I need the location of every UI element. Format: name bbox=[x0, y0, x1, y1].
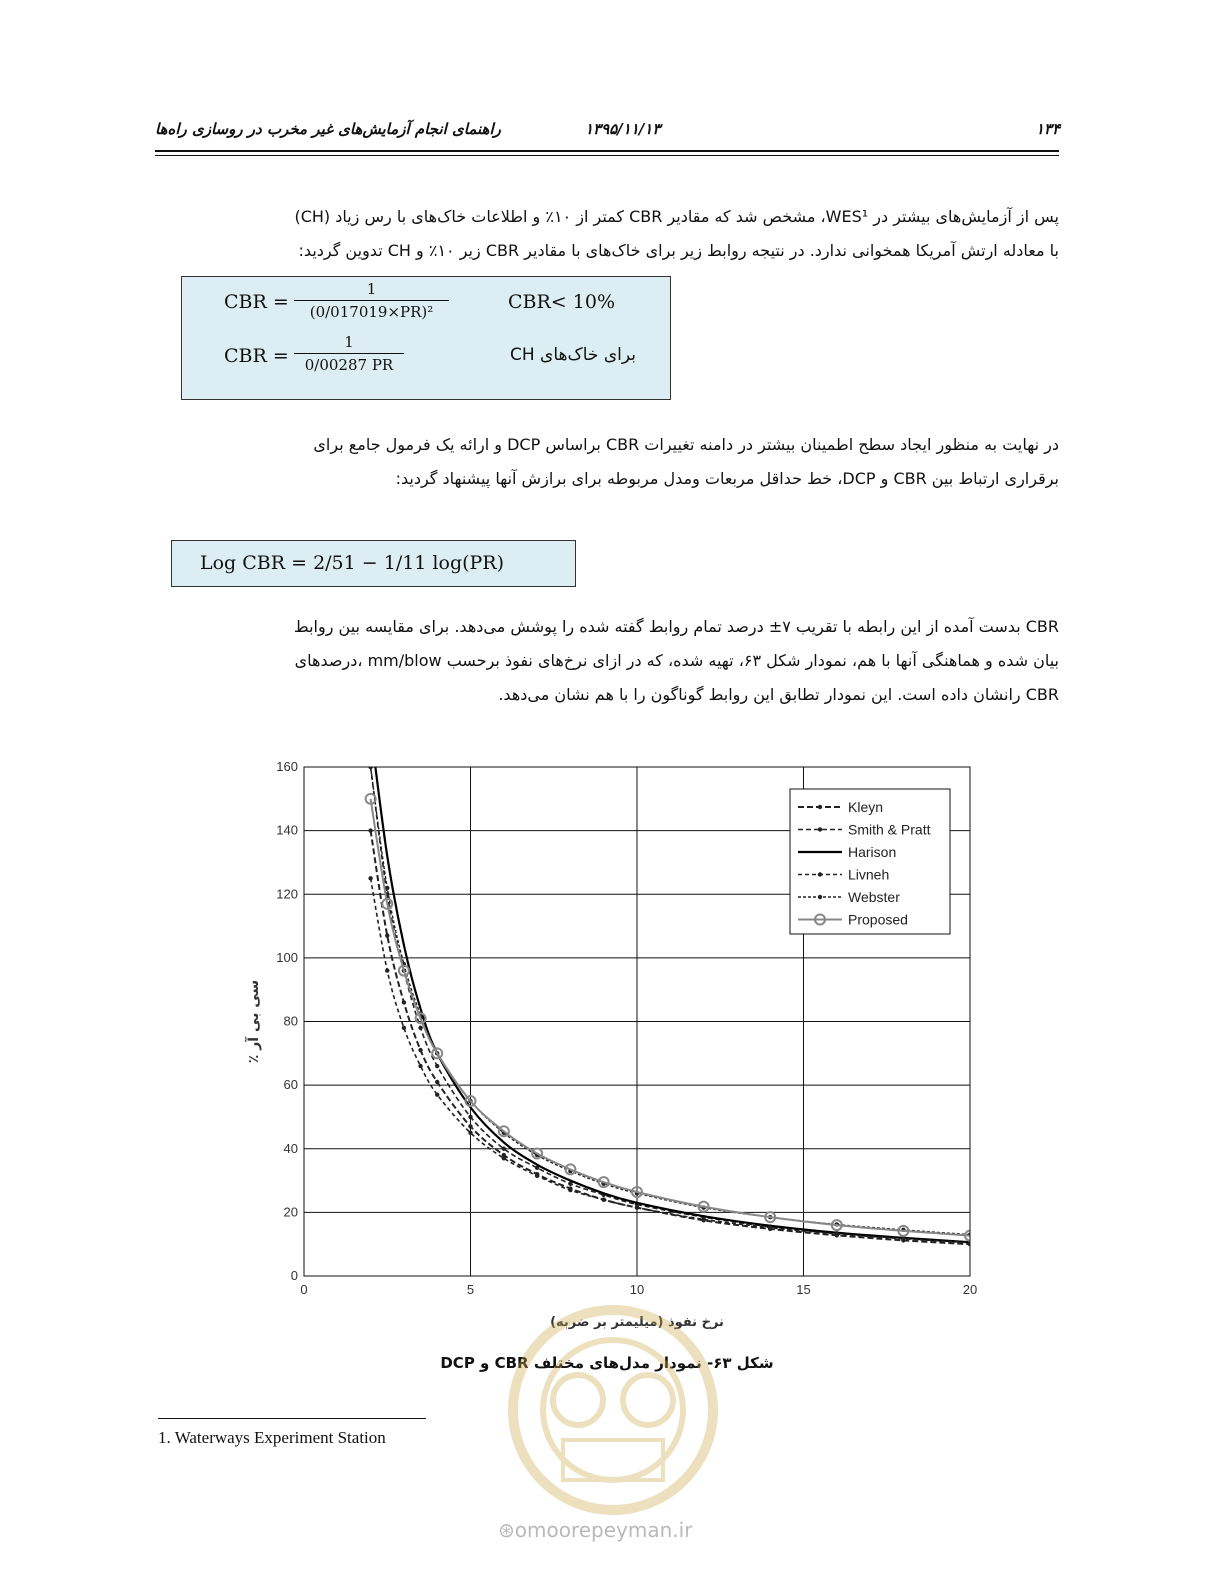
series-point bbox=[368, 876, 372, 880]
legend-label: Harison bbox=[848, 844, 897, 860]
legend-marker bbox=[818, 827, 822, 831]
equation-box-log-cbr bbox=[171, 540, 576, 587]
series-point bbox=[418, 1064, 422, 1068]
legend-label: Kleyn bbox=[848, 799, 884, 815]
footnote-rule bbox=[158, 1418, 426, 1419]
legend-label: Livneh bbox=[848, 866, 890, 883]
equation-1-denominator: (0/017019×PR)² bbox=[309, 303, 434, 321]
legend-marker bbox=[818, 872, 822, 876]
x-tick-label: 15 bbox=[796, 1282, 811, 1297]
equation-1-lhs: CBR = bbox=[224, 291, 289, 313]
header-rule-thin bbox=[155, 155, 1059, 156]
series-point bbox=[835, 1232, 839, 1236]
figure-caption-text: شکل ۶۳- نمودار مدل‌های مختلف CBR و DCP bbox=[440, 1354, 774, 1372]
series-point bbox=[701, 1217, 705, 1221]
legend-label: Proposed bbox=[848, 911, 908, 928]
y-tick-label: 40 bbox=[283, 1140, 298, 1156]
y-tick-label: 60 bbox=[283, 1077, 298, 1093]
series-point bbox=[502, 1156, 506, 1160]
series-point bbox=[535, 1174, 539, 1178]
page-number: ۱۳۴ bbox=[1035, 120, 1060, 138]
y-tick-label: 20 bbox=[283, 1204, 298, 1220]
paragraph-3 bbox=[155, 610, 1059, 712]
paragraph-2 bbox=[155, 428, 1059, 496]
y-tick-label: 160 bbox=[276, 759, 298, 774]
equation-1-condition: CBR< 10% bbox=[508, 291, 615, 313]
paragraph-1-line-1: پس از آزمایش‌های بیشتر در WES¹، مشخص شد که مقادیر CBR کمتر از ۱۰٪ و اطلاعات خاک‌های با رس زیاد (CH) bbox=[294, 207, 1059, 226]
header-title: راهنمای انجام آزمایش‌های غیر مخرب در روسازی راه‌ها bbox=[155, 120, 501, 138]
x-axis-label: نرخ نفوذ (میلیمتر بر ضربه) bbox=[550, 1315, 724, 1330]
equation-2-condition: برای خاک‌های CH bbox=[510, 345, 636, 365]
y-tick-label: 140 bbox=[276, 822, 298, 838]
header-date: ۱۳۹۵/۱۱/۱۳ bbox=[585, 120, 661, 138]
equation-1-numerator: 1 bbox=[366, 280, 377, 298]
legend-marker bbox=[818, 805, 822, 809]
footnote: 1. Waterways Experiment Station bbox=[158, 1428, 386, 1447]
x-tick-label: 5 bbox=[466, 1282, 475, 1297]
series-point bbox=[418, 1026, 422, 1030]
series-point bbox=[435, 1064, 439, 1068]
page-header bbox=[155, 120, 1060, 146]
series-point bbox=[402, 1000, 406, 1004]
paragraph-1 bbox=[155, 200, 1059, 268]
equation-box-cbr bbox=[181, 276, 671, 400]
series-point bbox=[602, 1197, 606, 1201]
x-tick-label: 20 bbox=[962, 1282, 978, 1297]
y-axis-label: سی بی آر ٪ bbox=[246, 979, 262, 1064]
x-tick-label: 0 bbox=[300, 1282, 308, 1297]
equation-2-denominator: 0/00287 PR bbox=[304, 356, 394, 374]
equation-1-fraction bbox=[294, 280, 449, 321]
series-point bbox=[435, 1080, 439, 1084]
y-tick-label: 120 bbox=[276, 886, 298, 902]
header-rule-thick bbox=[155, 150, 1059, 152]
series-point bbox=[402, 1026, 406, 1030]
series-point bbox=[468, 1131, 472, 1135]
chart-legend bbox=[790, 789, 950, 934]
cbr-dcp-chart bbox=[230, 755, 1010, 1345]
series-point bbox=[385, 886, 389, 890]
series-point bbox=[768, 1225, 772, 1229]
equation-2-numerator: 1 bbox=[344, 333, 354, 351]
series-point bbox=[635, 1205, 639, 1209]
paragraph-3-line-2: بیان شده و هماهنگی آنها با هم، نمودار شکل ۶۳، تهیه شده، که در ازای نرخ‌های نفوذ برحسب mm/blow ،درصدهای bbox=[294, 651, 1059, 670]
series-point bbox=[468, 1124, 472, 1128]
series-point bbox=[568, 1188, 572, 1192]
fraction-bar bbox=[294, 300, 449, 301]
legend-marker bbox=[818, 895, 822, 899]
paragraph-3-line-1: CBR بدست آمده از این رابطه با تقریب ۷± درصد تمام روابط گفته شده را پوشش می‌دهد. برای مقایسه بین روابط bbox=[293, 617, 1059, 636]
fraction-bar bbox=[294, 353, 404, 354]
x-tick-label: 10 bbox=[629, 1282, 645, 1297]
y-tick-label: 80 bbox=[283, 1013, 298, 1029]
paragraph-2-line-2: برقراری ارتباط بین CBR و DCP، خط حداقل مربعات ومدل مربوطه برای برازش آنها پیشنهاد گردید: bbox=[395, 469, 1059, 488]
log-cbr-equation: Log CBR = 2/51 − 1/11 log(PR) bbox=[200, 552, 505, 574]
series-point bbox=[901, 1237, 905, 1241]
equation-2-fraction bbox=[294, 333, 404, 374]
y-tick-label: 100 bbox=[276, 949, 298, 965]
legend-label: Webster bbox=[848, 889, 900, 905]
series-point bbox=[385, 968, 389, 972]
watermark-icon: ⊛ bbox=[498, 1518, 515, 1542]
paragraph-2-line-1: در نهایت به منظور ایجاد سطح اطمینان بیشتر در دامنه تغییرات CBR براساس DCP و ارائه یک فرمول جامع برای bbox=[313, 435, 1059, 454]
watermark-text bbox=[498, 1518, 692, 1542]
legend-label: Smith & Pratt bbox=[848, 821, 931, 838]
y-tick-label: 0 bbox=[290, 1268, 298, 1283]
series-point bbox=[385, 933, 389, 937]
paragraph-3-line-3: CBR رانشان داده است. این نمودار تطابق این روابط گوناگون را با هم نشان می‌دهد. bbox=[498, 685, 1059, 704]
series-point bbox=[368, 828, 372, 832]
paragraph-1-line-2: با معادله ارتش آمریکا همخوانی ندارد. در نتیجه روابط زیر برای خاک‌های با مقادیر CBR زیر ۱۰٪ و CH تدوین گردید: bbox=[298, 241, 1059, 260]
series-point bbox=[418, 1048, 422, 1052]
watermark-logo bbox=[478, 1290, 748, 1530]
watermark-url: omoorepeyman.ir bbox=[514, 1518, 693, 1542]
series-point bbox=[502, 1147, 506, 1151]
equation-2-lhs: CBR = bbox=[224, 345, 289, 367]
series-point bbox=[435, 1092, 439, 1096]
series-point bbox=[468, 1115, 472, 1119]
